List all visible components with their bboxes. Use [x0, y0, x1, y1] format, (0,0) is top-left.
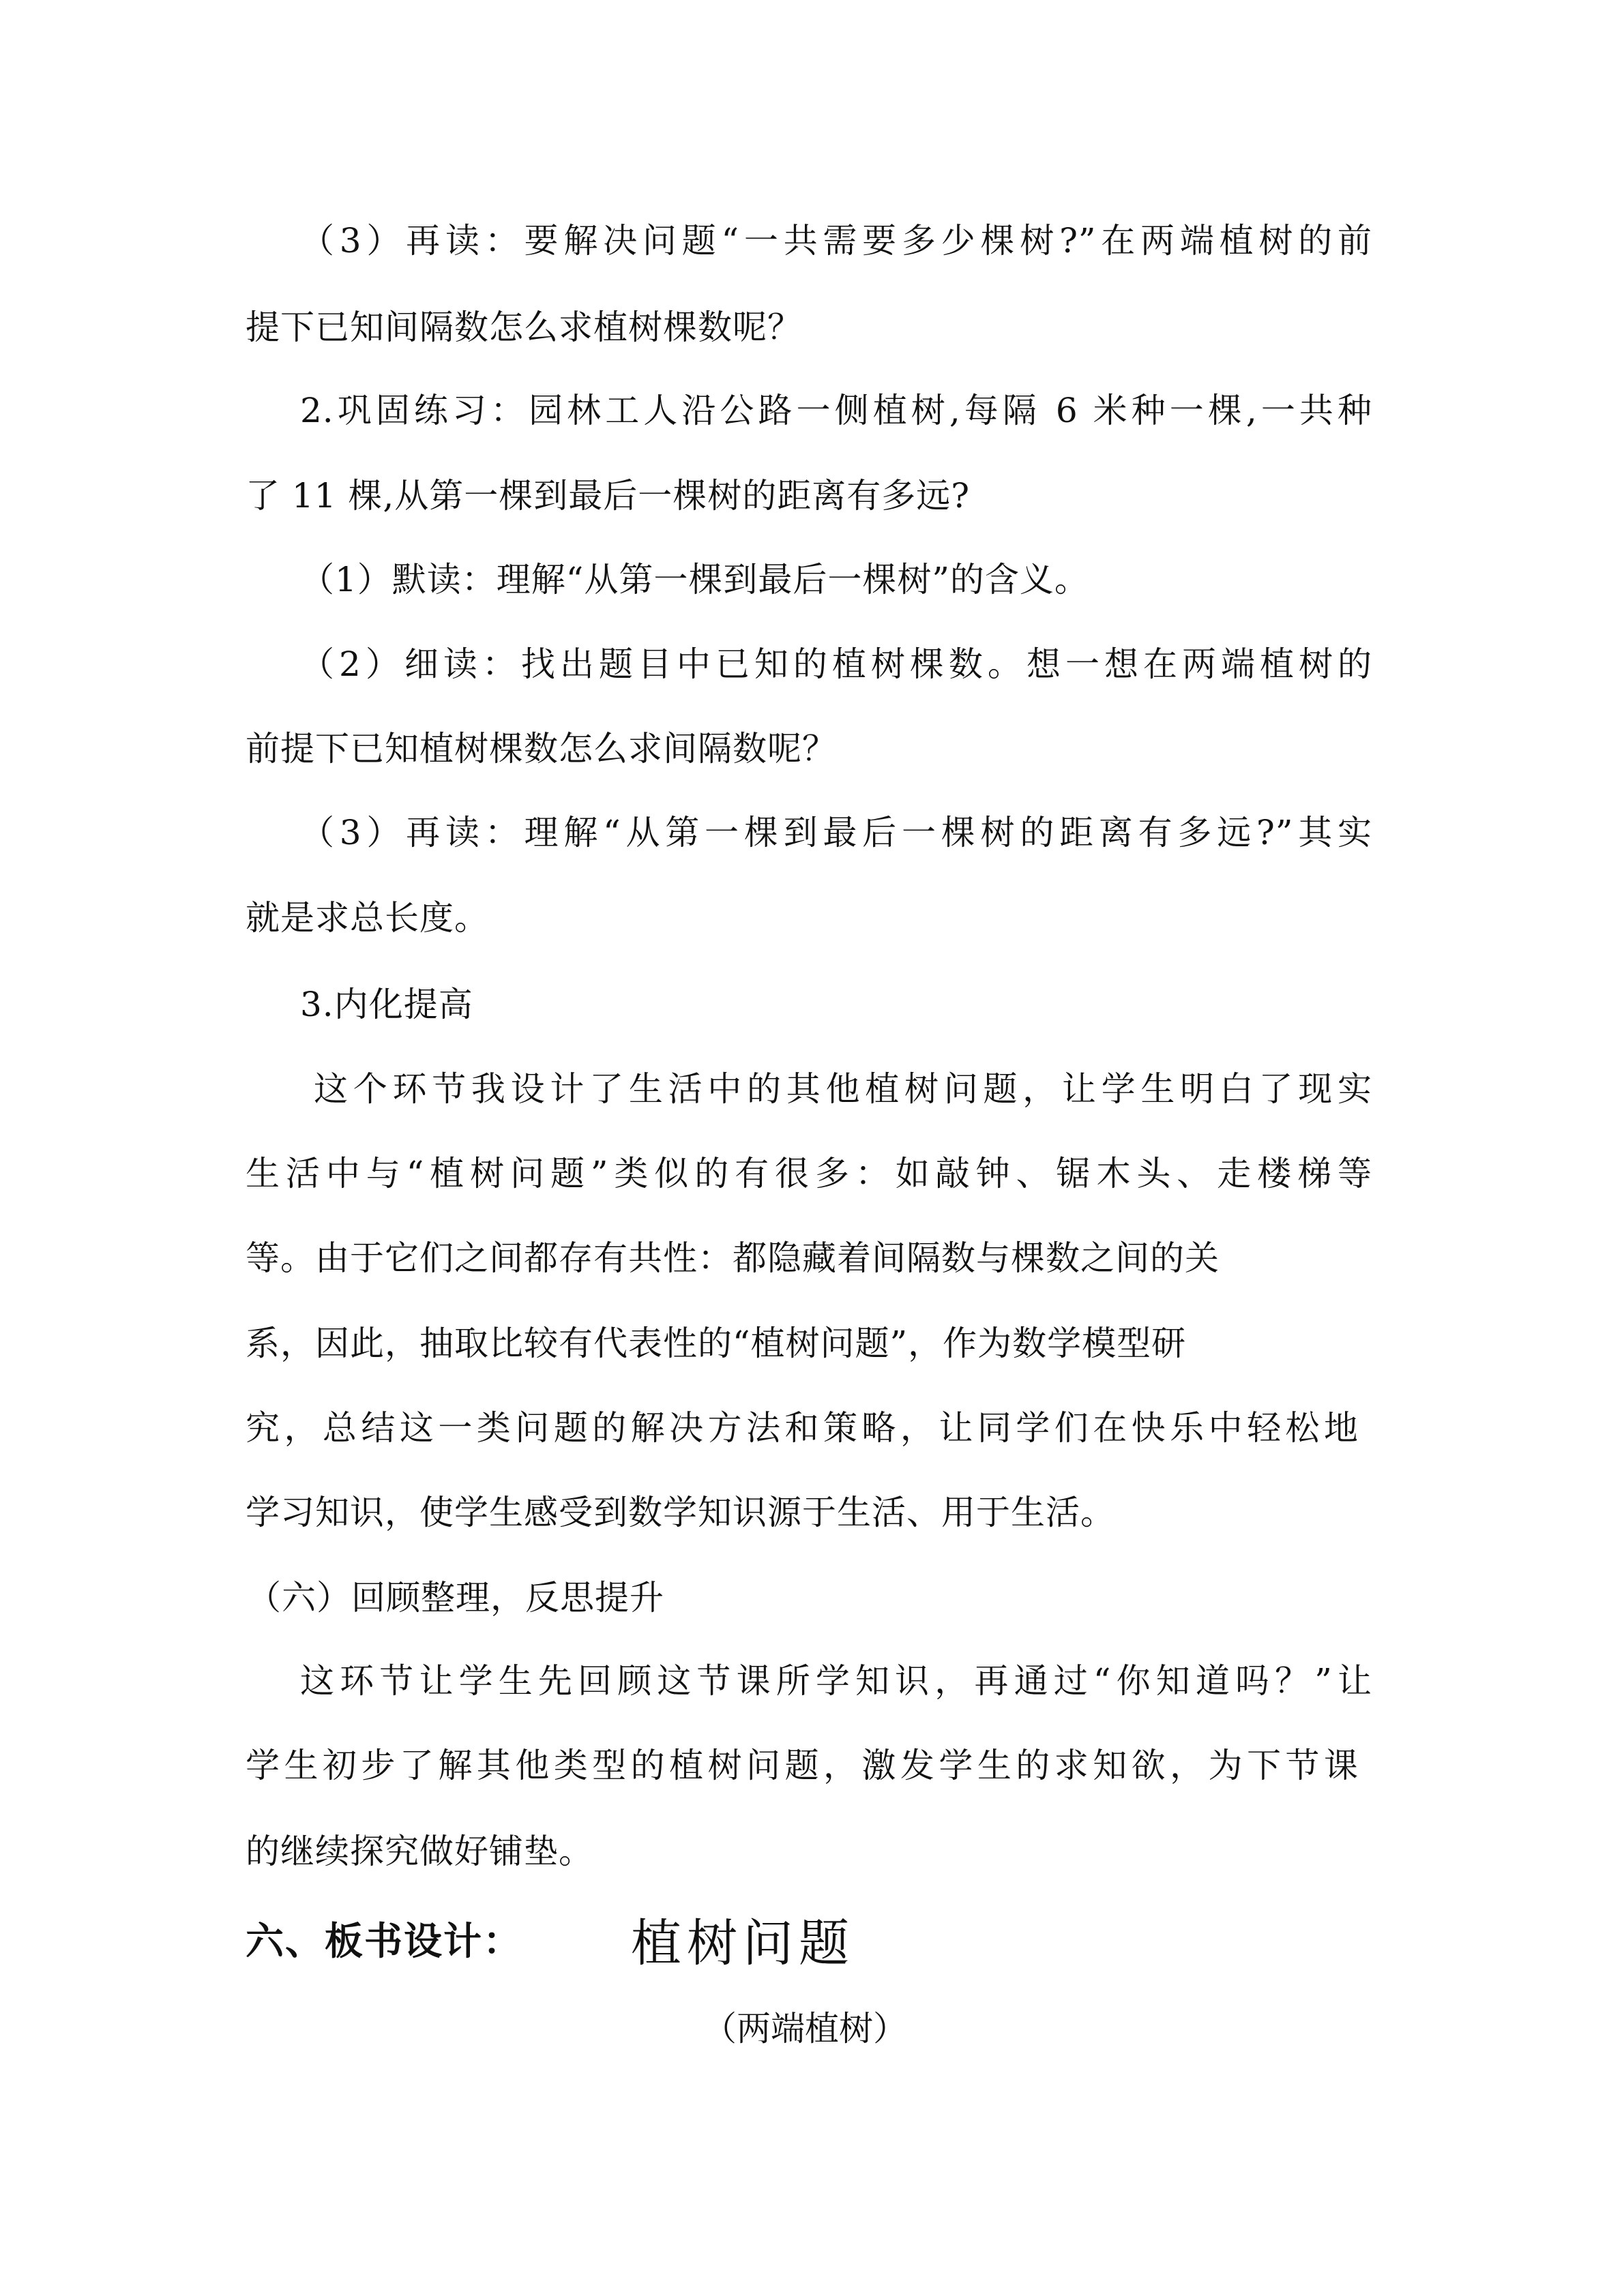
paragraph-line: 的继续探究做好铺垫。 — [246, 1832, 593, 1871]
paragraph-line: 提下已知间隔数怎么求植树棵数呢？ — [246, 308, 802, 347]
paragraph-line: 了 11 棵,从第一棵到最后一棵树的距离有多远? — [246, 476, 971, 516]
paragraph-line: 3.内化提高 — [300, 985, 473, 1024]
paragraph-line: 这环节让学生先回顾这节课所学知识，再通过“你知道吗？”让 — [300, 1661, 1372, 1701]
paragraph-line: 究，总结这一类问题的解决方法和策略，让同学们在快乐中轻松地 — [246, 1408, 1359, 1448]
paragraph-line: 等。由于它们之间都存有共性：都隐藏着间隔数与棵数之间的关 — [246, 1238, 1220, 1278]
paragraph-line: 2.巩固练习：园林工人沿公路一侧植树,每隔 6 米种一棵,一共种 — [300, 391, 1372, 430]
paragraph-line: （3）再读：要解决问题“一共需要多少棵树?”在两端植树的前 — [300, 221, 1372, 260]
paragraph-line: 学习知识，使学生感受到数学知识源于生活、用于生活。 — [246, 1493, 1115, 1532]
paragraph-line: （1）默读：理解“从第一棵到最后一棵树”的含义。 — [300, 560, 1089, 599]
paragraph-line: （3）再读：理解“从第一棵到最后一棵树的距离有多远?”其实 — [300, 813, 1372, 852]
paragraph-line: 前提下已知植树棵数怎么求间隔数呢？ — [246, 729, 837, 769]
paragraph-line: 就是求总长度。 — [246, 898, 489, 938]
paragraph-line: 生活中与“植树问题”类似的有很多：如敲钟、锯木头、走楼梯等 — [246, 1154, 1372, 1193]
paragraph-line: 这个环节我设计了生活中的其他植树问题，让学生明白了现实 — [314, 1069, 1372, 1109]
paragraph-line: 系，因此，抽取比较有代表性的“植树问题”，作为数学模型研 — [246, 1324, 1187, 1363]
board-title: 植树问题 — [631, 1914, 855, 1973]
board-subtitle: （两端植树） — [703, 2009, 907, 2048]
paragraph-line: （2）细读：找出题目中已知的植树棵数。想一想在两端植树的 — [300, 644, 1372, 684]
section-heading: 六、板书设计： — [246, 1920, 522, 1964]
section-subheading: （六）回顾整理，反思提升 — [247, 1578, 664, 1617]
paragraph-line: 学生初步了解其他类型的植树问题，激发学生的求知欲，为下节课 — [246, 1746, 1359, 1785]
